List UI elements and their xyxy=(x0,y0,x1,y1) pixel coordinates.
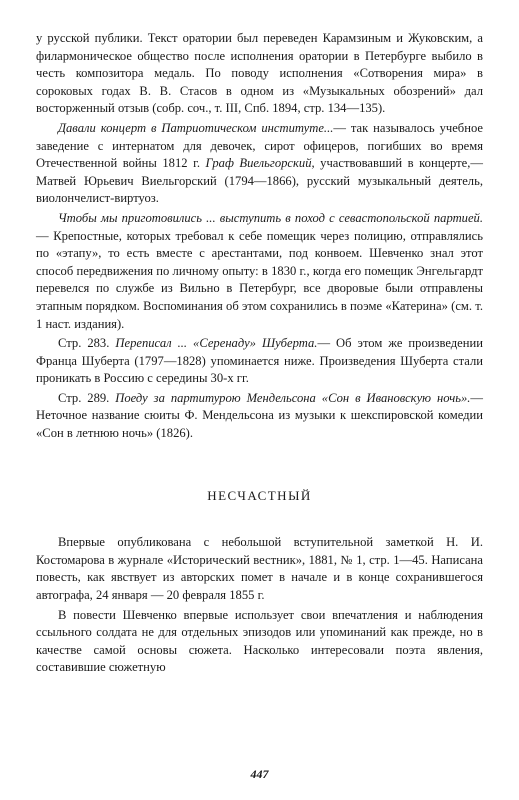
italic-phrase: Граф Виельгорский, xyxy=(205,156,315,171)
paragraph xyxy=(36,120,483,208)
text-run: Впервые опубликована с небольшой вступительной заметкой Н. И. Костомарова в журнале «Исторический вестник», 1881, № 1, стр. 1—45. Написана повесть, как явствует из авторских помет в начале и в конце сохранившегося автографа, 24 января — 20 февраля 1855 г. xyxy=(36,535,483,603)
text-run: — так называлось учебное заведение с интернатом для девочек, сирот офицеров, погибших во время Отечественной войны 1812 г. xyxy=(36,120,483,171)
text-run: у русской публики. Текст оратории был переведен Карамзиным и Жуковским, а филармоническое общество после исполнения оратории в Петербурге выбило в честь композитора медаль. По поводу исполнения «Сотворения мира» в сороковых годах В. В. Стасов в одном из «Музыкальных обозрений» дал восторженный отзыв (собр. соч., т. III, Спб. 1894, стр. 134—135). xyxy=(36,31,483,116)
text-run: Стр. 283. xyxy=(58,336,116,351)
italic-phrase: Давали концерт в Патриотическом институте... xyxy=(58,120,334,135)
paragraph xyxy=(36,30,483,118)
italic-phrase: Переписал ... «Серенаду» Шуберта. xyxy=(115,336,318,351)
italic-phrase: Чтобы мы приготовились ... выступить в поход с севастопольской партией. xyxy=(58,210,483,225)
page-number: 447 xyxy=(250,767,269,781)
document-page xyxy=(36,30,483,677)
text-run: В повести Шевченко впервые использует свои впечатления и наблюдения ссыльного солдата не для отдельных эпизодов или упоминаний как прежде, но в качестве самой основы сюжета. Насколько интересовали поэта явления, составившие сюжетную xyxy=(36,607,483,675)
text-run: участвовавший в концерте,— Матвей Юрьевич Виельгорский (1794—1866), русский музыкальный деятель, виолончелист-виртуоз. xyxy=(36,156,483,206)
section-title: НЕСЧАСТНЫЙ xyxy=(207,487,312,503)
text-run: — Крепостные, которых требовал к себе помещик через полицию, отправлялись по «этапу», то есть вместе с арестантами, под конвоем. Шевченко знал этот способ передвижения по личному опыту: в 1830 г., когда его помещик Энгельгардт перевелся по службе из Вильно в Петербург, все дворовые были отправлены этапным порядком. Воспоминания об этом сохранились в поэме «Катерина» (см. т. 1 наст. издания). xyxy=(36,228,483,331)
paragraph xyxy=(36,390,483,443)
paragraph xyxy=(36,335,483,388)
paragraph xyxy=(36,210,483,333)
paragraph xyxy=(36,607,483,677)
commentary-notes xyxy=(36,30,483,443)
text-run: Стр. 289. xyxy=(58,390,116,405)
section-commentary xyxy=(36,534,483,677)
italic-phrase: Поеду за партитурою Мендельсона «Сон в Ивановскую ночь». xyxy=(115,390,471,405)
text-run: — Об этом же произведении Франца Шуберта (1797—1828) упоминается ниже. Произведения Шуберта стали проникать в Россию с середины 30-х гг. xyxy=(36,336,483,386)
paragraph xyxy=(36,534,483,604)
text-run: — Неточное название сюиты Ф. Мендельсона из музыки к шекспировской комедии «Сон в летнюю ночь» (1826). xyxy=(36,390,483,441)
